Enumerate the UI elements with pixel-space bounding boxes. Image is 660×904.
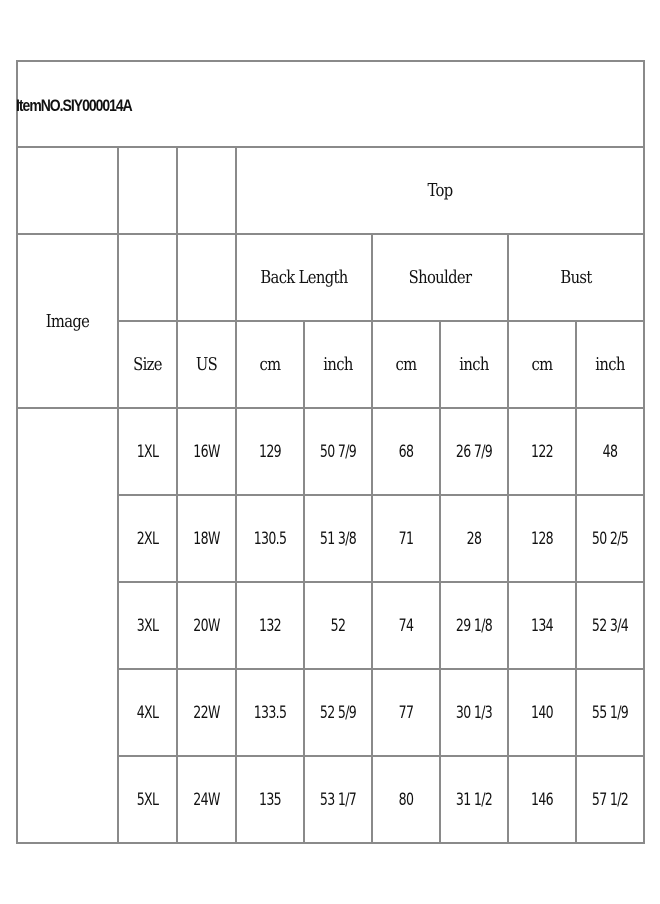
cell-bust-inch: 52 3/4 — [591, 615, 629, 636]
cell-shoulder-cm: 71 — [398, 528, 414, 549]
cell-back-length-cm: 130.5 — [253, 528, 287, 549]
cell-bust-inch: 48 — [602, 441, 618, 462]
cell-bust-cm: 122 — [531, 441, 553, 462]
cell-us: 18W — [193, 528, 220, 549]
rule-col-5 — [371, 233, 373, 844]
cell-us: 16W — [193, 441, 220, 462]
measure-shoulder: Shoulder — [408, 267, 472, 288]
rule-col-7 — [507, 233, 509, 844]
measure-back-length: Back Length — [260, 267, 348, 288]
cell-back-length-cm: 129 — [259, 441, 281, 462]
size-chart — [16, 60, 645, 844]
col-shoulder-cm: cm — [395, 354, 417, 375]
item-number: ItemNO.SIY000014A — [16, 96, 132, 115]
col-back-length-inch: inch — [323, 354, 353, 375]
cell-size: 2XL — [136, 528, 159, 549]
cell-bust-inch: 55 1/9 — [591, 702, 629, 723]
col-us: US — [195, 354, 218, 375]
cell-bust-cm: 146 — [531, 789, 553, 810]
cell-bust-cm: 134 — [531, 615, 553, 636]
cell-back-length-cm: 132 — [259, 615, 281, 636]
cell-back-length-inch: 52 5/9 — [319, 702, 357, 723]
cell-us: 22W — [193, 702, 220, 723]
group-header: Top — [427, 180, 453, 201]
cell-shoulder-inch: 31 1/2 — [455, 789, 493, 810]
rule-col-8 — [575, 320, 577, 844]
cell-shoulder-cm: 77 — [398, 702, 414, 723]
rule-col-2 — [176, 146, 178, 844]
col-shoulder-inch: inch — [459, 354, 489, 375]
cell-back-length-inch: 51 3/8 — [319, 528, 357, 549]
col-size: Size — [133, 354, 162, 375]
col-back-length-cm: cm — [259, 354, 281, 375]
rule-col-6 — [439, 320, 441, 844]
cell-shoulder-inch: 30 1/3 — [455, 702, 493, 723]
image-label: Image — [45, 310, 90, 332]
measure-bust: Bust — [560, 267, 592, 288]
rule-right — [643, 60, 645, 844]
cell-bust-cm: 128 — [531, 528, 553, 549]
rule-bottom — [16, 842, 645, 844]
col-bust-cm: cm — [531, 354, 553, 375]
cell-us: 20W — [193, 615, 220, 636]
cell-bust-cm: 140 — [531, 702, 553, 723]
cell-us: 24W — [193, 789, 220, 810]
cell-back-length-cm: 135 — [259, 789, 281, 810]
cell-bust-inch: 50 2/5 — [591, 528, 629, 549]
cell-size: 4XL — [136, 702, 159, 723]
cell-shoulder-inch: 28 — [466, 528, 482, 549]
cell-size: 3XL — [136, 615, 159, 636]
col-bust-inch: inch — [595, 354, 625, 375]
cell-shoulder-cm: 74 — [398, 615, 414, 636]
cell-size: 5XL — [136, 789, 159, 810]
rule-col-4 — [303, 320, 305, 844]
cell-bust-inch: 57 1/2 — [591, 789, 629, 810]
cell-back-length-inch: 53 1/7 — [319, 789, 357, 810]
cell-back-length-cm: 133.5 — [253, 702, 287, 723]
cell-back-length-inch: 52 — [330, 615, 346, 636]
rule-top — [16, 60, 645, 62]
cell-shoulder-inch: 29 1/8 — [455, 615, 493, 636]
cell-shoulder-inch: 26 7/9 — [455, 441, 493, 462]
cell-back-length-inch: 50 7/9 — [319, 441, 357, 462]
rule-left — [16, 60, 18, 844]
rule-col-1 — [117, 146, 119, 844]
rule-col-3 — [235, 146, 237, 844]
cell-shoulder-cm: 68 — [398, 441, 414, 462]
cell-shoulder-cm: 80 — [398, 789, 414, 810]
cell-size: 1XL — [136, 441, 159, 462]
